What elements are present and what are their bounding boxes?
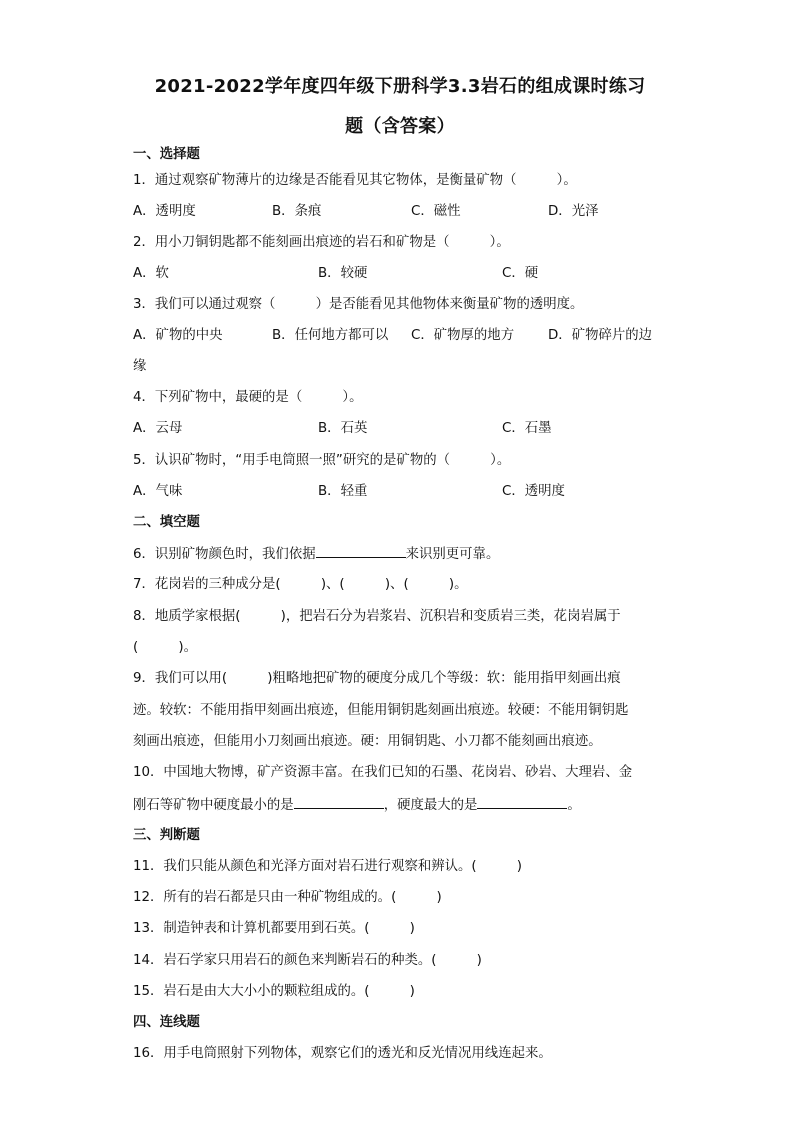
section-heading-judge: 三、判断题	[133, 828, 200, 843]
q3-option-b: B．任何地方都可以	[272, 328, 389, 343]
q2-option-b: B．较硬	[318, 266, 368, 281]
question-10-line1: 10．中国地大物博，矿产资源丰富。在我们已知的石墨、花岗岩、砂岩、大理岩、金	[133, 765, 633, 780]
question-13: 13．制造钟表和计算机都要用到石英。( )	[133, 921, 415, 936]
q2-option-c: C．硬	[502, 266, 539, 281]
section-heading-fill: 二、填空题	[133, 515, 200, 530]
q5-option-b: B．轻重	[318, 484, 368, 499]
q1-option-b: B．条痕	[272, 204, 322, 219]
question-15: 15．岩石是由大大小小的颗粒组成的。( )	[133, 984, 415, 999]
document-title-line2: 题（含答案）	[345, 116, 455, 137]
question-10-line2	[133, 796, 581, 815]
q3-option-d-wrap: 缘	[133, 359, 147, 374]
q5-option-a: A．气味	[133, 484, 183, 499]
q4-option-b: B．石英	[318, 421, 368, 436]
question-9-line3: 刻画出痕迹，但能用小刀刻画出痕迹。硬：用铜钥匙、小刀都不能刻画出痕迹。	[133, 734, 602, 749]
q10-text-before: 刚石等矿物中硬度最小的是	[133, 798, 294, 813]
q6-text-before: 6．识别矿物颜色时，我们依据	[133, 547, 316, 562]
question-2: 2．用小刀铜钥匙都不能刻画出痕迹的岩石和矿物是（ ）。	[133, 235, 510, 250]
question-6	[133, 545, 499, 564]
question-8-line2: ( )。	[133, 640, 198, 655]
q4-option-c: C．石墨	[502, 421, 552, 436]
section-heading-match: 四、连线题	[133, 1015, 200, 1030]
q1-option-d: D．光泽	[548, 204, 599, 219]
question-14: 14．岩石学家只用岩石的颜色来判断岩石的种类。( )	[133, 953, 482, 968]
q4-option-a: A．云母	[133, 421, 183, 436]
q6-text-after: 来识别更可靠。	[405, 547, 500, 562]
section-heading-choice: 一、选择题	[133, 147, 200, 162]
question-8-line1: 8．地质学家根据( )，把岩石分为岩浆岩、沉积岩和变质岩三类，花岗岩属于	[133, 609, 621, 624]
q10-text-middle: ，硬度最大的是	[383, 798, 478, 813]
question-9-line2: 迹。较软：不能用指甲刻画出痕迹，但能用铜钥匙刻画出痕迹。较硬：不能用铜钥匙	[133, 703, 629, 718]
q10-answer-blank-1[interactable]	[294, 796, 384, 809]
question-9-line1: 9．我们可以用( )粗略地把矿物的硬度分成几个等级：软：能用指甲刻画出痕	[133, 671, 621, 686]
q6-answer-blank[interactable]	[316, 545, 406, 558]
document-title-line1: 2021-2022学年度四年级下册科学3.3岩石的组成课时练习	[154, 76, 646, 97]
question-3: 3．我们可以通过观察（ ）是否能看见其他物体来衡量矿物的透明度。	[133, 297, 584, 312]
question-7: 7．花岗岩的三种成分是( )、( )、( )。	[133, 577, 468, 592]
question-1: 1．通过观察矿物薄片的边缘是否能看见其它物体，是衡量矿物（ ）。	[133, 173, 577, 188]
question-5: 5．认识矿物时，“用手电筒照一照”研究的是矿物的（ ）。	[133, 453, 511, 468]
question-11: 11．我们只能从颜色和光泽方面对岩石进行观察和辨认。( )	[133, 859, 523, 874]
question-4: 4．下列矿物中，最硬的是（ ）。	[133, 390, 363, 405]
question-12: 12．所有的岩石都是只由一种矿物组成的。( )	[133, 890, 442, 905]
q1-option-a: A．透明度	[133, 204, 196, 219]
q3-option-d: D．矿物碎片的边	[548, 328, 653, 343]
q10-answer-blank-2[interactable]	[477, 796, 567, 809]
q1-option-c: C．磁性	[411, 204, 461, 219]
q10-text-after: 。	[567, 798, 581, 813]
q3-option-a: A．矿物的中央	[133, 328, 223, 343]
question-16: 16．用手电筒照射下列物体，观察它们的透光和反光情况用线连起来。	[133, 1046, 552, 1061]
q3-option-c: C．矿物厚的地方	[411, 328, 515, 343]
q5-option-c: C．透明度	[502, 484, 565, 499]
q2-option-a: A．软	[133, 266, 169, 281]
